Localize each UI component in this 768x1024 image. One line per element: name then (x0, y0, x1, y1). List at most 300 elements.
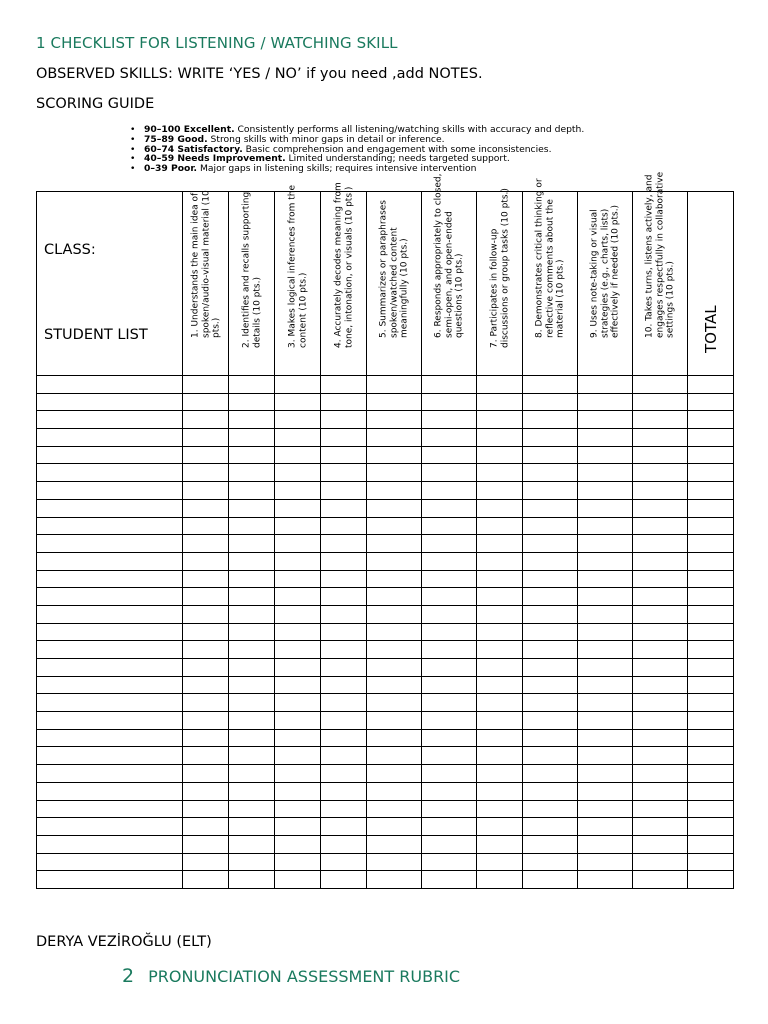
score-cell[interactable] (422, 641, 477, 659)
score-cell[interactable] (229, 588, 275, 606)
score-cell[interactable] (422, 464, 477, 482)
score-cell[interactable] (275, 800, 321, 818)
score-cell[interactable] (183, 570, 229, 588)
score-cell[interactable] (367, 747, 422, 765)
total-cell[interactable] (688, 429, 734, 447)
score-cell[interactable] (367, 694, 422, 712)
student-name-cell[interactable] (37, 393, 183, 411)
score-cell[interactable] (275, 694, 321, 712)
score-cell[interactable] (633, 712, 688, 730)
score-cell[interactable] (229, 818, 275, 836)
score-cell[interactable] (523, 570, 578, 588)
score-cell[interactable] (229, 552, 275, 570)
score-cell[interactable] (523, 818, 578, 836)
score-cell[interactable] (633, 517, 688, 535)
score-cell[interactable] (633, 676, 688, 694)
score-cell[interactable] (422, 782, 477, 800)
score-cell[interactable] (321, 376, 367, 394)
score-cell[interactable] (229, 782, 275, 800)
score-cell[interactable] (183, 676, 229, 694)
student-name-cell[interactable] (37, 517, 183, 535)
score-cell[interactable] (523, 552, 578, 570)
score-cell[interactable] (422, 853, 477, 871)
score-cell[interactable] (477, 499, 523, 517)
score-cell[interactable] (633, 835, 688, 853)
total-cell[interactable] (688, 712, 734, 730)
score-cell[interactable] (321, 835, 367, 853)
score-cell[interactable] (321, 411, 367, 429)
score-cell[interactable] (633, 411, 688, 429)
total-cell[interactable] (688, 676, 734, 694)
score-cell[interactable] (422, 605, 477, 623)
score-cell[interactable] (275, 871, 321, 889)
score-cell[interactable] (633, 694, 688, 712)
total-cell[interactable] (688, 835, 734, 853)
score-cell[interactable] (633, 376, 688, 394)
score-cell[interactable] (183, 800, 229, 818)
score-cell[interactable] (275, 659, 321, 677)
score-cell[interactable] (422, 676, 477, 694)
score-cell[interactable] (477, 482, 523, 500)
score-cell[interactable] (275, 376, 321, 394)
score-cell[interactable] (321, 570, 367, 588)
score-cell[interactable] (633, 499, 688, 517)
total-cell[interactable] (688, 482, 734, 500)
score-cell[interactable] (633, 482, 688, 500)
student-name-cell[interactable] (37, 835, 183, 853)
score-cell[interactable] (578, 376, 633, 394)
score-cell[interactable] (229, 729, 275, 747)
score-cell[interactable] (523, 588, 578, 606)
score-cell[interactable] (477, 641, 523, 659)
student-name-cell[interactable] (37, 729, 183, 747)
score-cell[interactable] (523, 429, 578, 447)
score-cell[interactable] (229, 499, 275, 517)
score-cell[interactable] (422, 712, 477, 730)
score-cell[interactable] (367, 765, 422, 783)
score-cell[interactable] (229, 464, 275, 482)
score-cell[interactable] (578, 871, 633, 889)
student-name-cell[interactable] (37, 376, 183, 394)
score-cell[interactable] (523, 535, 578, 553)
score-cell[interactable] (633, 605, 688, 623)
score-cell[interactable] (477, 818, 523, 836)
score-cell[interactable] (275, 835, 321, 853)
total-cell[interactable] (688, 818, 734, 836)
score-cell[interactable] (578, 712, 633, 730)
score-cell[interactable] (422, 570, 477, 588)
score-cell[interactable] (229, 393, 275, 411)
score-cell[interactable] (367, 712, 422, 730)
score-cell[interactable] (477, 747, 523, 765)
score-cell[interactable] (275, 499, 321, 517)
student-name-cell[interactable] (37, 818, 183, 836)
score-cell[interactable] (321, 429, 367, 447)
score-cell[interactable] (523, 747, 578, 765)
score-cell[interactable] (367, 818, 422, 836)
score-cell[interactable] (477, 623, 523, 641)
score-cell[interactable] (523, 765, 578, 783)
score-cell[interactable] (229, 517, 275, 535)
score-cell[interactable] (367, 393, 422, 411)
score-cell[interactable] (321, 659, 367, 677)
score-cell[interactable] (183, 694, 229, 712)
score-cell[interactable] (633, 729, 688, 747)
score-cell[interactable] (183, 835, 229, 853)
score-cell[interactable] (321, 729, 367, 747)
total-cell[interactable] (688, 659, 734, 677)
score-cell[interactable] (275, 818, 321, 836)
score-cell[interactable] (578, 446, 633, 464)
total-cell[interactable] (688, 552, 734, 570)
student-name-cell[interactable] (37, 765, 183, 783)
score-cell[interactable] (367, 446, 422, 464)
score-cell[interactable] (422, 623, 477, 641)
score-cell[interactable] (633, 747, 688, 765)
score-cell[interactable] (321, 712, 367, 730)
score-cell[interactable] (523, 782, 578, 800)
student-name-cell[interactable] (37, 446, 183, 464)
score-cell[interactable] (523, 729, 578, 747)
score-cell[interactable] (633, 641, 688, 659)
score-cell[interactable] (275, 482, 321, 500)
score-cell[interactable] (422, 729, 477, 747)
score-cell[interactable] (321, 676, 367, 694)
score-cell[interactable] (578, 393, 633, 411)
score-cell[interactable] (275, 588, 321, 606)
score-cell[interactable] (183, 818, 229, 836)
score-cell[interactable] (367, 800, 422, 818)
student-name-cell[interactable] (37, 782, 183, 800)
score-cell[interactable] (422, 376, 477, 394)
score-cell[interactable] (633, 464, 688, 482)
total-cell[interactable] (688, 517, 734, 535)
total-cell[interactable] (688, 782, 734, 800)
score-cell[interactable] (633, 853, 688, 871)
score-cell[interactable] (321, 499, 367, 517)
score-cell[interactable] (523, 623, 578, 641)
score-cell[interactable] (523, 853, 578, 871)
score-cell[interactable] (578, 818, 633, 836)
score-cell[interactable] (578, 588, 633, 606)
score-cell[interactable] (477, 694, 523, 712)
score-cell[interactable] (183, 623, 229, 641)
score-cell[interactable] (229, 676, 275, 694)
total-cell[interactable] (688, 411, 734, 429)
student-name-cell[interactable] (37, 588, 183, 606)
score-cell[interactable] (367, 429, 422, 447)
score-cell[interactable] (477, 800, 523, 818)
score-cell[interactable] (367, 588, 422, 606)
score-cell[interactable] (477, 676, 523, 694)
score-cell[interactable] (523, 659, 578, 677)
score-cell[interactable] (229, 482, 275, 500)
student-name-cell[interactable] (37, 482, 183, 500)
score-cell[interactable] (477, 871, 523, 889)
total-cell[interactable] (688, 853, 734, 871)
score-cell[interactable] (477, 411, 523, 429)
score-cell[interactable] (422, 818, 477, 836)
score-cell[interactable] (275, 623, 321, 641)
score-cell[interactable] (367, 499, 422, 517)
score-cell[interactable] (321, 800, 367, 818)
score-cell[interactable] (367, 570, 422, 588)
score-cell[interactable] (523, 517, 578, 535)
student-name-cell[interactable] (37, 429, 183, 447)
score-cell[interactable] (367, 552, 422, 570)
score-cell[interactable] (229, 835, 275, 853)
score-cell[interactable] (229, 659, 275, 677)
score-cell[interactable] (367, 517, 422, 535)
score-cell[interactable] (578, 429, 633, 447)
score-cell[interactable] (367, 659, 422, 677)
score-cell[interactable] (275, 411, 321, 429)
score-cell[interactable] (578, 517, 633, 535)
score-cell[interactable] (477, 729, 523, 747)
score-cell[interactable] (578, 605, 633, 623)
score-cell[interactable] (275, 782, 321, 800)
score-cell[interactable] (321, 765, 367, 783)
total-cell[interactable] (688, 499, 734, 517)
score-cell[interactable] (633, 446, 688, 464)
student-name-cell[interactable] (37, 694, 183, 712)
score-cell[interactable] (523, 446, 578, 464)
score-cell[interactable] (422, 835, 477, 853)
score-cell[interactable] (183, 712, 229, 730)
score-cell[interactable] (633, 818, 688, 836)
score-cell[interactable] (321, 641, 367, 659)
score-cell[interactable] (321, 482, 367, 500)
score-cell[interactable] (477, 835, 523, 853)
score-cell[interactable] (183, 464, 229, 482)
score-cell[interactable] (477, 376, 523, 394)
student-name-cell[interactable] (37, 535, 183, 553)
student-name-cell[interactable] (37, 623, 183, 641)
score-cell[interactable] (367, 729, 422, 747)
score-cell[interactable] (523, 605, 578, 623)
score-cell[interactable] (275, 464, 321, 482)
score-cell[interactable] (321, 623, 367, 641)
total-cell[interactable] (688, 464, 734, 482)
score-cell[interactable] (477, 446, 523, 464)
score-cell[interactable] (422, 871, 477, 889)
score-cell[interactable] (183, 747, 229, 765)
score-cell[interactable] (229, 376, 275, 394)
score-cell[interactable] (229, 641, 275, 659)
score-cell[interactable] (183, 871, 229, 889)
score-cell[interactable] (633, 623, 688, 641)
total-cell[interactable] (688, 747, 734, 765)
score-cell[interactable] (229, 535, 275, 553)
score-cell[interactable] (477, 782, 523, 800)
score-cell[interactable] (422, 694, 477, 712)
score-cell[interactable] (367, 411, 422, 429)
score-cell[interactable] (422, 393, 477, 411)
score-cell[interactable] (477, 853, 523, 871)
score-cell[interactable] (183, 517, 229, 535)
score-cell[interactable] (477, 659, 523, 677)
score-cell[interactable] (183, 446, 229, 464)
score-cell[interactable] (477, 552, 523, 570)
score-cell[interactable] (275, 517, 321, 535)
score-cell[interactable] (578, 782, 633, 800)
total-cell[interactable] (688, 446, 734, 464)
score-cell[interactable] (578, 853, 633, 871)
score-cell[interactable] (477, 535, 523, 553)
score-cell[interactable] (229, 800, 275, 818)
score-cell[interactable] (183, 429, 229, 447)
student-name-cell[interactable] (37, 641, 183, 659)
score-cell[interactable] (275, 676, 321, 694)
score-cell[interactable] (229, 605, 275, 623)
score-cell[interactable] (523, 376, 578, 394)
score-cell[interactable] (477, 712, 523, 730)
score-cell[interactable] (229, 765, 275, 783)
score-cell[interactable] (422, 535, 477, 553)
score-cell[interactable] (183, 499, 229, 517)
score-cell[interactable] (229, 446, 275, 464)
score-cell[interactable] (367, 835, 422, 853)
total-cell[interactable] (688, 871, 734, 889)
score-cell[interactable] (578, 800, 633, 818)
score-cell[interactable] (578, 482, 633, 500)
student-name-cell[interactable] (37, 800, 183, 818)
score-cell[interactable] (183, 411, 229, 429)
score-cell[interactable] (275, 747, 321, 765)
total-cell[interactable] (688, 376, 734, 394)
score-cell[interactable] (275, 535, 321, 553)
score-cell[interactable] (367, 853, 422, 871)
score-cell[interactable] (229, 871, 275, 889)
score-cell[interactable] (183, 641, 229, 659)
score-cell[interactable] (578, 464, 633, 482)
score-cell[interactable] (477, 765, 523, 783)
score-cell[interactable] (321, 782, 367, 800)
score-cell[interactable] (321, 517, 367, 535)
score-cell[interactable] (183, 393, 229, 411)
score-cell[interactable] (578, 694, 633, 712)
score-cell[interactable] (523, 641, 578, 659)
score-cell[interactable] (229, 623, 275, 641)
student-name-cell[interactable] (37, 411, 183, 429)
score-cell[interactable] (367, 623, 422, 641)
score-cell[interactable] (367, 641, 422, 659)
score-cell[interactable] (477, 605, 523, 623)
score-cell[interactable] (633, 588, 688, 606)
score-cell[interactable] (183, 605, 229, 623)
score-cell[interactable] (523, 411, 578, 429)
score-cell[interactable] (367, 482, 422, 500)
score-cell[interactable] (578, 765, 633, 783)
total-cell[interactable] (688, 393, 734, 411)
score-cell[interactable] (422, 747, 477, 765)
score-cell[interactable] (578, 570, 633, 588)
score-cell[interactable] (578, 835, 633, 853)
score-cell[interactable] (578, 659, 633, 677)
score-cell[interactable] (422, 499, 477, 517)
score-cell[interactable] (367, 464, 422, 482)
score-cell[interactable] (183, 853, 229, 871)
score-cell[interactable] (367, 871, 422, 889)
score-cell[interactable] (183, 552, 229, 570)
score-cell[interactable] (578, 729, 633, 747)
score-cell[interactable] (578, 623, 633, 641)
score-cell[interactable] (229, 429, 275, 447)
student-name-cell[interactable] (37, 499, 183, 517)
score-cell[interactable] (422, 482, 477, 500)
score-cell[interactable] (275, 853, 321, 871)
score-cell[interactable] (367, 782, 422, 800)
total-cell[interactable] (688, 605, 734, 623)
student-name-cell[interactable] (37, 712, 183, 730)
score-cell[interactable] (183, 535, 229, 553)
score-cell[interactable] (633, 429, 688, 447)
score-cell[interactable] (183, 659, 229, 677)
score-cell[interactable] (183, 765, 229, 783)
score-cell[interactable] (422, 800, 477, 818)
total-cell[interactable] (688, 729, 734, 747)
score-cell[interactable] (578, 411, 633, 429)
score-cell[interactable] (183, 729, 229, 747)
total-cell[interactable] (688, 694, 734, 712)
score-cell[interactable] (422, 588, 477, 606)
total-cell[interactable] (688, 588, 734, 606)
score-cell[interactable] (578, 552, 633, 570)
score-cell[interactable] (183, 376, 229, 394)
student-name-cell[interactable] (37, 605, 183, 623)
score-cell[interactable] (422, 429, 477, 447)
score-cell[interactable] (477, 464, 523, 482)
score-cell[interactable] (633, 570, 688, 588)
student-name-cell[interactable] (37, 853, 183, 871)
score-cell[interactable] (367, 676, 422, 694)
score-cell[interactable] (422, 517, 477, 535)
score-cell[interactable] (633, 659, 688, 677)
student-name-cell[interactable] (37, 464, 183, 482)
score-cell[interactable] (523, 393, 578, 411)
score-cell[interactable] (183, 588, 229, 606)
score-cell[interactable] (321, 818, 367, 836)
score-cell[interactable] (183, 782, 229, 800)
score-cell[interactable] (633, 782, 688, 800)
student-name-cell[interactable] (37, 676, 183, 694)
score-cell[interactable] (578, 535, 633, 553)
score-cell[interactable] (229, 853, 275, 871)
score-cell[interactable] (367, 605, 422, 623)
score-cell[interactable] (523, 835, 578, 853)
score-cell[interactable] (321, 535, 367, 553)
score-cell[interactable] (477, 429, 523, 447)
student-name-cell[interactable] (37, 552, 183, 570)
score-cell[interactable] (275, 712, 321, 730)
total-cell[interactable] (688, 623, 734, 641)
score-cell[interactable] (633, 552, 688, 570)
score-cell[interactable] (523, 499, 578, 517)
score-cell[interactable] (275, 765, 321, 783)
score-cell[interactable] (321, 694, 367, 712)
score-cell[interactable] (367, 376, 422, 394)
score-cell[interactable] (229, 570, 275, 588)
student-name-cell[interactable] (37, 871, 183, 889)
score-cell[interactable] (523, 676, 578, 694)
score-cell[interactable] (477, 393, 523, 411)
student-name-cell[interactable] (37, 570, 183, 588)
score-cell[interactable] (275, 641, 321, 659)
score-cell[interactable] (183, 482, 229, 500)
score-cell[interactable] (422, 411, 477, 429)
score-cell[interactable] (578, 676, 633, 694)
score-cell[interactable] (275, 446, 321, 464)
